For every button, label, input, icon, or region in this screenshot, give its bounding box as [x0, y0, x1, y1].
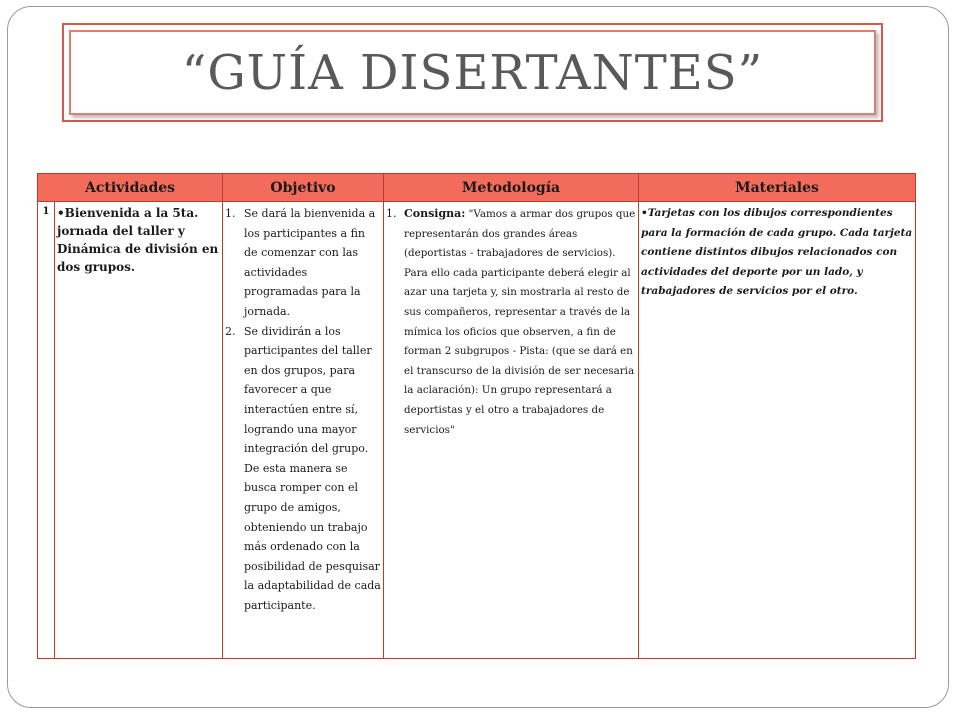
metodologia-item: [386, 204, 636, 440]
header-materiales: Materiales: [639, 174, 916, 202]
metodologia-item-text: "Vamos a armar dos grupos que representarán dos grandes áreas (deportistas - trabajadores de servicios). Para ello cada participante deberá elegir al azar una tarjeta y, sin mostrarla al resto de sus compañeros, representar a través de la mímica los oficios que observen, a fin de forman 2 subgrupos - Pista: (que se dará en el transcurso de la división de ser necesaria la aclaración): Un grupo representará a deportistas y el otro a trabajadores de servicios": [404, 208, 636, 436]
page-title: “GUÍA DISERTANTES”: [181, 44, 764, 101]
row-number: 1: [38, 202, 55, 659]
objetivo-list: [225, 204, 381, 615]
header-objetivo: Objetivo: [223, 174, 384, 202]
objetivo-item-text: Se dividirán a los participantes del taller en dos grupos, para favorecer a que interactúen entre sí, logrando una mayor integración del grupo. De esta manera se busca romper con el grupo de amigos, obteniendo un trabajo más ordenado con la posibilidad de pesquisar la adaptabilidad de cada participante.: [244, 324, 381, 612]
table-header-row: [38, 174, 916, 202]
materiales-text: •Tarjetas con los dibujos correspondientes para la formación de cada grupo. Cada tarjeta contiene distintos dibujos relacionados con actividades del deporte por un lado, y trabajadores de servicios por el otro.: [641, 207, 913, 298]
actividad-text: •Bienvenida a la 5ta. jornada del taller y Dinámica de división en dos grupos.: [57, 206, 219, 274]
metodologia-item-number: 1.: [386, 207, 397, 220]
objetivo-item-text: Se dará la bienvenida a los participantes a fin de comenzar con las actividades programadas para la jornada.: [244, 207, 376, 318]
header-actividades: Actividades: [38, 174, 223, 202]
title-box: [62, 23, 883, 122]
cell-materiales: [639, 202, 916, 659]
objetivo-item-number: 1.: [225, 207, 236, 220]
objetivo-item: [225, 322, 381, 616]
metodologia-item-text-wrap: [404, 204, 636, 440]
objetivo-item: [225, 204, 381, 322]
cell-actividad: [55, 202, 223, 659]
title-inner-frame: [69, 30, 876, 115]
consigna-label: Consigna:: [404, 207, 466, 220]
cell-metodologia: [384, 202, 639, 659]
objetivo-item-number: 2.: [225, 324, 236, 338]
metodologia-list: [386, 204, 636, 440]
header-metodologia: Metodología: [384, 174, 639, 202]
table-row: [38, 202, 916, 659]
guide-table: [37, 173, 916, 659]
cell-objetivo: [223, 202, 384, 659]
